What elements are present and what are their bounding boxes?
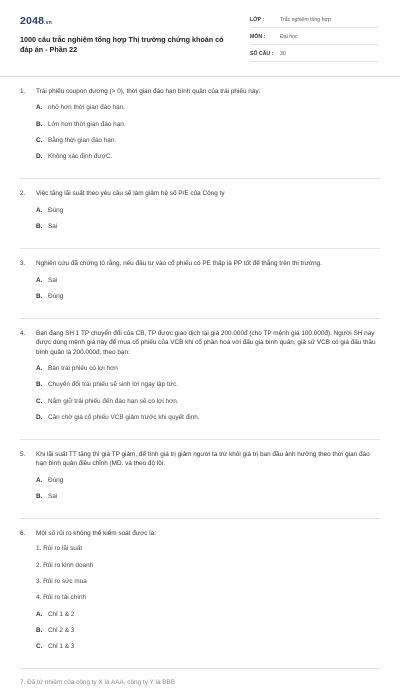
option-text: Sai [48,492,58,500]
meta-value: 30 [280,50,286,57]
question-number: 6. [20,530,26,538]
question-line [20,189,380,198]
statement-item: 1. Rủi ro lãi suất [36,545,83,553]
option-letter: B. [36,292,43,300]
meta-row-class [250,14,378,28]
option-text: Đúng [48,292,64,300]
statement-list [20,544,380,602]
question-list [0,77,400,669]
option-text: Không xác định đượC. [48,153,113,161]
option-text: Chỉ 1 & 2 [48,610,75,618]
option-letter: A. [36,476,43,484]
question-number: 3. [20,260,26,268]
option-text: Đúng [48,206,64,214]
option-letter: B. [36,626,43,634]
option-text: Sai [48,276,58,284]
meta-value: Đại học [280,33,298,40]
answer-option[interactable] [36,364,209,373]
option-letter: B. [36,222,43,230]
answer-option[interactable] [36,380,209,389]
meta-label: MÔN : [250,33,266,40]
option-letter: D. [36,153,43,161]
answer-option[interactable] [36,642,209,651]
question-text: Trái phiếu coupon dương (> 0), thời gian đáo hạn bình quân của trái phiếu này: [36,88,261,95]
answer-option[interactable] [36,120,209,129]
question-line [20,329,380,357]
answer-option[interactable] [36,610,209,619]
question-block [20,77,380,179]
statement-item: 3. Rủi ro sức mua [36,578,87,586]
option-text: Cần chờ giá cổ phiếu VCB giảm trước khi quyết định. [48,413,200,421]
question-number: 5. [20,451,26,459]
option-letter: C. [36,643,43,651]
answer-option[interactable] [36,152,209,161]
question-cutoff-text: 7. Đã từ nhiêm của công ty X là AAA, công ty Y là BBB [20,679,176,687]
question-number: 4. [20,330,26,338]
question-block [20,249,380,319]
question-line [20,529,380,538]
option-letter: A. [36,206,43,214]
option-text: Chuyển đổi trái phiếu sẽ sinh lời ngay lập tức. [48,381,178,389]
answer-options [20,206,380,239]
option-text: Bằng thời gian đáo hạn. [48,136,117,144]
answer-option[interactable] [36,397,209,406]
option-letter: A. [36,276,43,284]
option-letter: A. [36,364,43,372]
meta-info [250,14,378,65]
question-text: Một số rủi ro không thể kiểm soát được là: [36,530,157,538]
header [0,0,400,66]
option-text: Nắm giữ trái phiếu đến đáo hạn sẽ có lợi hơn. [48,397,179,405]
question-text: Khi lãi suất TT tăng thì giá TP giảm, để tính giá trị giảm người ta trừ khỏi giá trị ban đầu ảnh hưởng theo thời gian đáo hạn bình quân điều chỉnh (MD. và theo độ lồi. [36,451,370,468]
answer-option[interactable] [36,492,209,501]
answer-options [20,476,380,509]
option-text: Đúng [48,476,64,484]
answer-option[interactable] [36,413,209,422]
question-text: Việc tăng lãi suất theo yêu cầu sẽ làm giảm hệ số P/E của Công ty [36,190,225,198]
statement-item: 4. Rủi ro tài chính [36,594,87,602]
option-letter: A. [36,610,43,618]
answer-options [20,276,380,309]
meta-value: Trắc nghiệm tổng hợp [280,16,331,23]
question-line [20,450,380,469]
answer-option[interactable] [36,292,209,301]
logo-main: 2048 [20,15,45,27]
option-letter: B. [36,492,43,500]
question-line [20,259,380,268]
option-text: Sai [48,222,58,230]
question-text: Nghiên cứu đã chứng tỏ rằng, nếu đầu tư vào cổ phiếu có PE thấp là PP tốt để thắng trên thị trường. [36,260,322,268]
question-number: 1. [20,88,26,95]
answer-option[interactable] [36,626,209,635]
question-block [20,440,380,519]
option-letter: C. [36,136,43,144]
question-block [20,179,380,249]
option-letter: B. [36,381,43,389]
option-text: Bán trái phiếu có lợi hơn [48,364,118,372]
answer-option[interactable] [36,136,209,145]
logo-tld: .vn [44,20,52,26]
answer-option[interactable] [36,222,209,231]
option-text: Lớn hơn thời gian đáo hạn. [48,120,126,128]
question-text: Bạn đang SH 1 TP chuyển đổi của CB, TP được giao dịch tại giá 200.000đ (cho TP mệnh giá 100.000đ). Người SH này được dùng mệnh giá này để mua cổ phiếu của VCB khi cổ phần hoá với đấu giá bình quân, giả sử VCB có giá đấu thầu bình quân là 200.000đ, theo bạn: [36,330,376,356]
meta-row-subject [250,31,378,45]
question-line [20,87,380,96]
answer-options [20,103,380,168]
option-letter: A. [36,104,43,112]
option-text: nhỏ hơn thời gian đáo hạn. [48,104,125,112]
meta-label: LỚP : [250,16,265,23]
answer-option[interactable] [36,103,209,112]
answer-option[interactable] [36,276,209,285]
question-block [20,519,380,669]
question-block [20,319,380,440]
partial-question [0,669,400,687]
statement-item: 2. Rủi ro kinh doanh [36,561,94,569]
option-letter: B. [36,120,43,128]
answer-options [20,364,380,429]
option-text: Chỉ 1 & 3 [48,643,75,651]
meta-label: SỐ CÂU : [250,50,274,57]
meta-row-count [250,48,378,62]
question-number: 2. [20,190,26,198]
option-text: Chỉ 2 & 3 [48,626,75,634]
option-letter: C. [36,397,43,405]
answer-option[interactable] [36,206,209,215]
option-letter: D. [36,413,43,421]
answer-options [20,610,380,659]
document-title: 1000 câu trắc nghiệm tổng hợp Thị trường chứng khoán có đáp án - Phần 22 [20,35,224,54]
answer-option[interactable] [36,476,209,485]
